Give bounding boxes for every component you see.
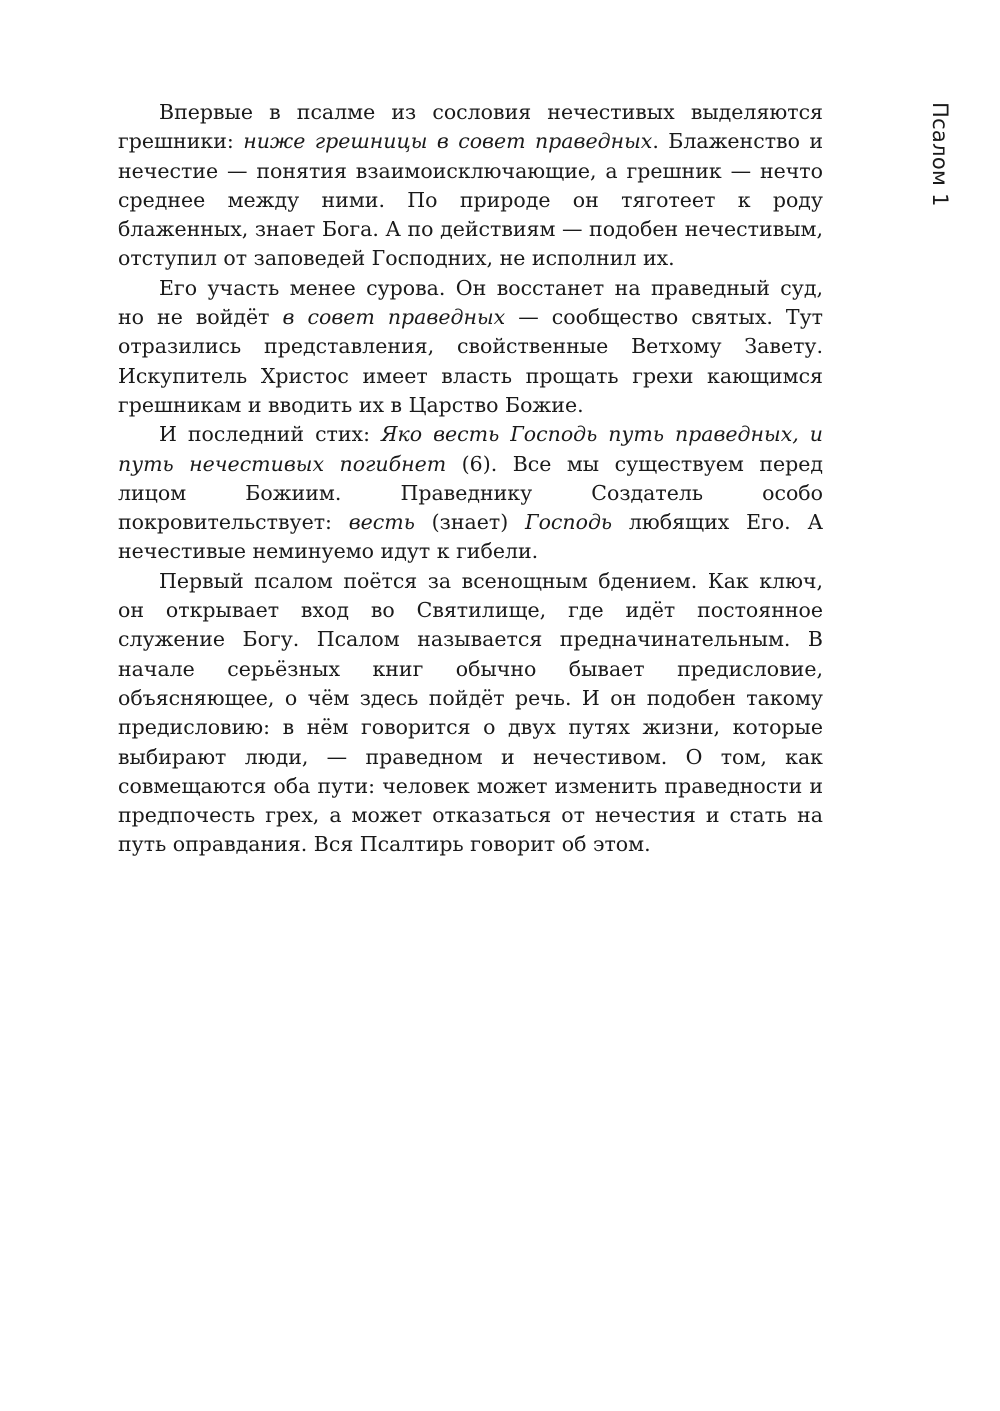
- paragraph-2-text: Его участь менее сурова. Он восстанет на праведный суд, но не войдёт: [118, 275, 823, 330]
- paragraph-3-text: (знает): [414, 510, 525, 535]
- quote-v-sovet-pravednyh: в совет праведных: [282, 305, 506, 330]
- paragraph-1-text: Впервые в псалме из сословия нечестивых выделяются грешники:: [118, 100, 823, 154]
- paragraph-4-text: Первый псалом поётся за всенощным бдением. Как ключ, он открывает вход во Святилище, где идёт постоянное служение Богу. Псалом называется предначинательным. В начале серьёзных книг обычно бывает предисловие, объясняющее, о чём здесь пойдёт речь. И он подобен такому предисловию: в нём говорится о двух путях жизни, которые выбирают люди, — праведном и нечестивом. О том, как совмещаются оба пути: человек может изменить праведности и предпочесть грех, а может отказаться от нечестия и стать на путь оправдания. Вся Псалтирь говорит об этом.: [118, 568, 823, 857]
- paragraph-3-text: любящих Его. А нечестивые неминуемо идут к гибели.: [118, 510, 823, 564]
- running-head: Псалом 1: [928, 102, 952, 207]
- paragraph-3-text: И последний стих:: [159, 422, 381, 447]
- quote-yako-vest: Яко весть Господь путь праведных, и путь нечестивых погибнет: [118, 422, 823, 476]
- quote-nizhe-greshnitsy: ниже грешницы в совет праведных: [243, 129, 653, 154]
- paragraph-3-text: (6). Все мы существуем перед лицом Божиим. Праведнику Создатель особо покровительствует:: [118, 451, 823, 535]
- paragraph-1-text: . Блаженство и нечестие — понятия взаимоисключающие, а грешник — нечто среднее между ними. По природе он тяготеет к роду блаженных, знает Бога. А по действиям — подобен нечестивым, отступил от заповедей Господних, не исполнил их.: [118, 129, 823, 271]
- paragraph-4: [118, 567, 823, 860]
- quote-gospod: Господь: [525, 510, 613, 535]
- page-body-text: [118, 98, 823, 860]
- paragraph-2: [118, 274, 823, 420]
- quote-vest: весть: [348, 510, 415, 535]
- paragraph-2-text: — сообщество святых. Тут отразились представления, свойственные Ветхому Завету. Искупитель Христос имеет власть прощать грехи кающимся грешникам и вводить их в Царство Божие.: [118, 305, 823, 417]
- paragraph-3: [118, 420, 823, 566]
- paragraph-1: [118, 98, 823, 274]
